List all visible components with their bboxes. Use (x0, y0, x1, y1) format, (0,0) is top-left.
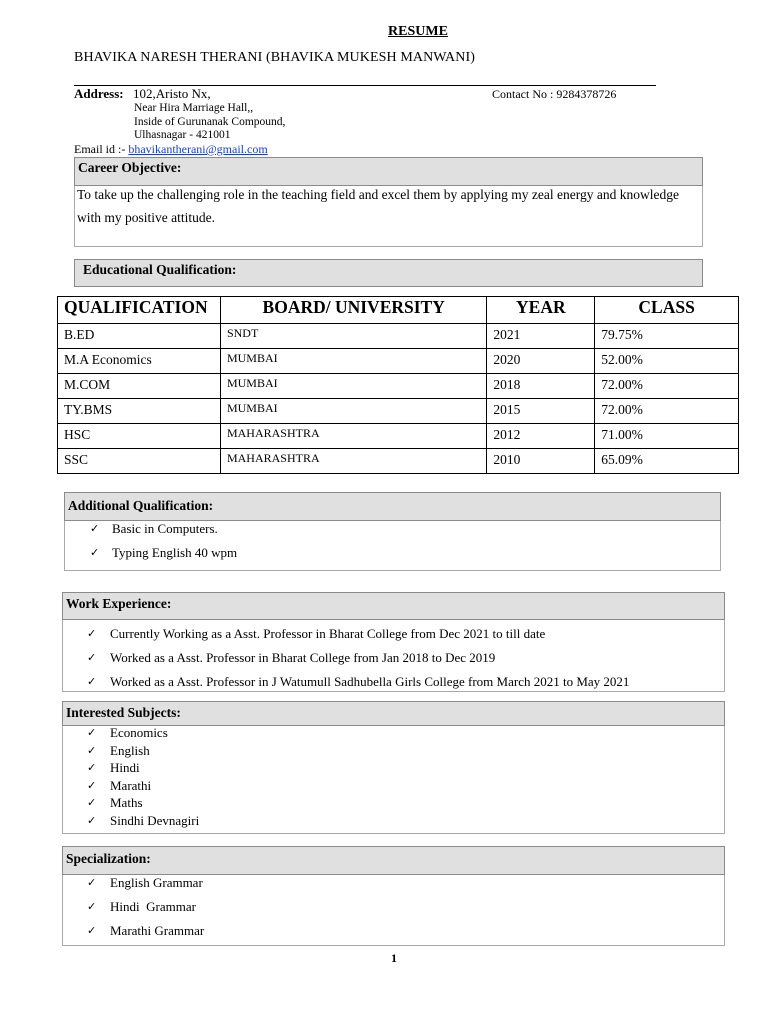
contact-number: Contact No : 9284378726 (492, 87, 617, 101)
check-icon: ✓ (87, 876, 97, 889)
email-row (74, 142, 268, 157)
check-icon: ✓ (87, 900, 97, 913)
list-item: ✓ Hindi Grammar (87, 899, 196, 914)
address-line: Near Hira Marriage Hall,, (134, 102, 254, 114)
list-item: ✓ Currently Working as a Asst. Professor in Bharat College from Dec 2021 to till date (87, 626, 546, 641)
table-cell: SNDT (220, 324, 486, 349)
address-label: Address: (74, 86, 124, 101)
address-line: 102,Aristo Nx, (133, 86, 211, 101)
education-table (57, 296, 739, 474)
list-item: ✓ Typing English 40 wpm (90, 545, 238, 560)
table-row (58, 324, 739, 349)
table-cell: MUMBAI (220, 374, 486, 399)
check-icon: ✓ (87, 813, 97, 827)
education-heading: Educational Qualification: (74, 259, 703, 287)
check-icon: ✓ (87, 675, 97, 688)
check-icon: ✓ (87, 743, 97, 757)
check-icon: ✓ (87, 651, 97, 664)
check-icon: ✓ (87, 761, 97, 775)
check-icon: ✓ (87, 778, 97, 792)
check-icon: ✓ (87, 796, 97, 810)
column-header: QUALIFICATION (58, 297, 221, 324)
check-icon: ✓ (87, 924, 97, 937)
check-icon: ✓ (90, 546, 100, 559)
check-icon: ✓ (87, 627, 97, 640)
career-objective-text: To take up the challenging role in the teaching field and excel them by applying my zeal energy and knowledge with my positive attitude. (77, 187, 679, 225)
column-header: YEAR (487, 297, 595, 324)
table-cell: 2012 (487, 424, 595, 449)
email-label: Email id :- (74, 142, 126, 156)
table-cell: 2015 (487, 399, 595, 424)
interested-subjects-heading: Interested Subjects: (62, 701, 725, 726)
list-item: ✓ Basic in Computers. (90, 521, 218, 536)
table-cell: 2021 (487, 324, 595, 349)
additional-qualification-heading: Additional Qualification: (64, 492, 721, 521)
list-item: ✓ Maths (87, 795, 143, 811)
resume-title: RESUME (388, 24, 448, 39)
table-row (58, 449, 739, 474)
table-cell: MAHARASHTRA (220, 449, 486, 474)
table-cell: MAHARASHTRA (220, 424, 486, 449)
table-row (58, 374, 739, 399)
candidate-name: BHAVIKA NARESH THERANI (BHAVIKA MUKESH MANWANI) (74, 50, 475, 65)
address-line: Inside of Gurunanak Compound, (134, 116, 286, 128)
table-cell: B.ED (58, 324, 221, 349)
check-icon: ✓ (90, 522, 100, 535)
table-header-row (58, 297, 739, 324)
list-item: ✓ Worked as a Asst. Professor in J Watumull Sadhubella Girls College from March 2021 to May 2021 (87, 674, 630, 689)
table-cell: 71.00% (595, 424, 739, 449)
career-objective-heading: Career Objective: (74, 157, 703, 186)
table-cell: 72.00% (595, 374, 739, 399)
work-experience-heading: Work Experience: (62, 592, 725, 620)
additional-qualification-list (90, 521, 237, 569)
table-cell: TY.BMS (58, 399, 221, 424)
column-header: BOARD/ UNIVERSITY (220, 297, 486, 324)
interested-subjects-list (87, 725, 199, 831)
table-cell: SSC (58, 449, 221, 474)
table-cell: M.COM (58, 374, 221, 399)
table-cell: 52.00% (595, 349, 739, 374)
table-cell: MUMBAI (220, 349, 486, 374)
list-item: ✓ Hindi (87, 760, 140, 776)
table-cell: 65.09% (595, 449, 739, 474)
table-cell: 72.00% (595, 399, 739, 424)
table-row (58, 399, 739, 424)
table-row (58, 349, 739, 374)
work-experience-list (87, 626, 629, 698)
list-item: ✓ Sindhi Devnagiri (87, 812, 200, 828)
table-cell: 2010 (487, 449, 595, 474)
list-item: ✓ English (87, 742, 150, 758)
list-item: ✓ English Grammar (87, 875, 203, 890)
list-item: ✓ Economics (87, 725, 168, 740)
specialization-list (87, 875, 204, 947)
table-cell: MUMBAI (220, 399, 486, 424)
table-cell: 79.75% (595, 324, 739, 349)
page-number: 1 (391, 951, 397, 965)
check-icon: ✓ (87, 726, 97, 739)
list-item: ✓ Marathi Grammar (87, 923, 205, 938)
email-link[interactable]: bhavikantherani@gmail.com (128, 142, 268, 156)
specialization-heading: Specialization: (62, 846, 725, 875)
table-cell: M.A Economics (58, 349, 221, 374)
column-header: CLASS (595, 297, 739, 324)
list-item: ✓ Marathi (87, 777, 152, 793)
address-line: Ulhasnagar - 421001 (134, 129, 231, 141)
table-cell: 2018 (487, 374, 595, 399)
table-row (58, 424, 739, 449)
table-cell: 2020 (487, 349, 595, 374)
table-cell: HSC (58, 424, 221, 449)
list-item: ✓ Worked as a Asst. Professor in Bharat College from Jan 2018 to Dec 2019 (87, 650, 496, 665)
